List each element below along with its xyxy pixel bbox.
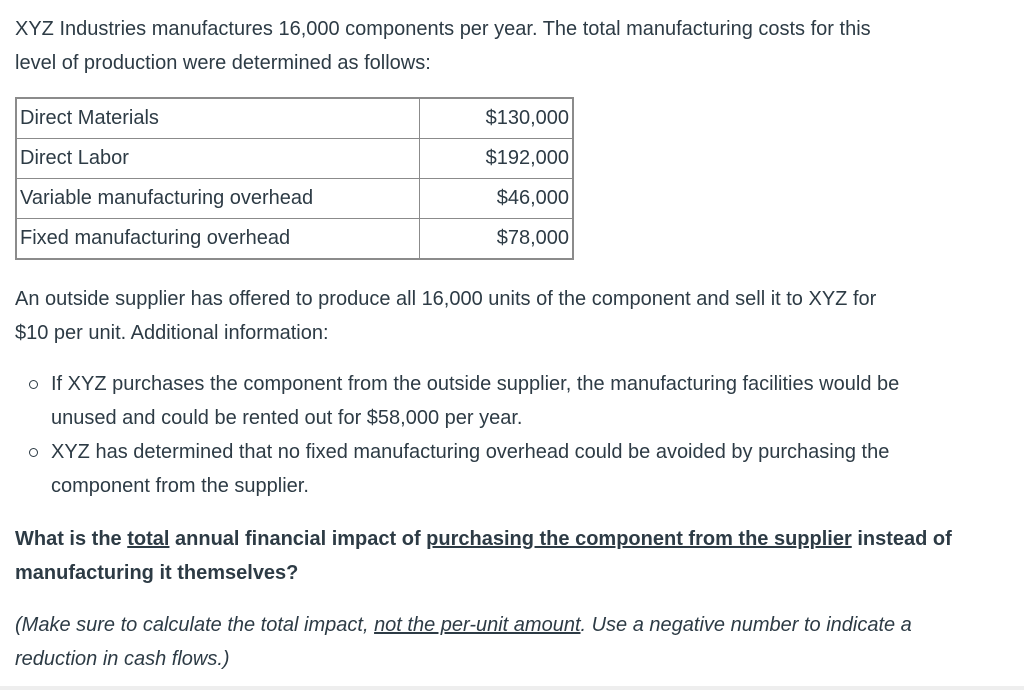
bullet-line-1: XYZ has determined that no fixed manufacturing overhead could be avoided by purchasing the <box>51 441 890 463</box>
cost-amount: $130,000 <box>420 98 574 139</box>
supplier-line-1: An outside supplier has offered to produce all 16,000 units of the component and sell it to XYZ for <box>15 288 877 310</box>
question-underline-total: total <box>127 528 170 550</box>
table-row <box>16 219 573 260</box>
cost-label: Direct Materials <box>16 98 420 139</box>
table-row <box>16 98 573 139</box>
note-part-2: . Use a negative number to indicate a <box>580 614 912 636</box>
question-part-1: What is the <box>15 528 128 550</box>
list-item <box>15 435 1015 503</box>
bottom-divider <box>0 686 1024 690</box>
additional-info-list <box>15 367 1015 503</box>
bullet-line-2: component from the supplier. <box>51 475 309 497</box>
question-underline-purchase: purchasing the component from the supplier <box>426 528 852 550</box>
instruction-note <box>15 608 1015 676</box>
hollow-bullet-icon <box>29 380 38 389</box>
table-row <box>16 139 573 179</box>
cost-amount: $46,000 <box>420 179 574 219</box>
list-item <box>15 367 1015 435</box>
cost-label: Direct Labor <box>16 139 420 179</box>
intro-paragraph <box>15 12 1015 80</box>
note-part-1: (Make sure to calculate the total impact, <box>15 614 375 636</box>
hollow-bullet-icon <box>29 448 38 457</box>
note-line-2: reduction in cash flows.) <box>15 648 230 670</box>
note-underline: not the per-unit amount <box>374 614 581 636</box>
intro-line-1: XYZ Industries manufactures 16,000 components per year. The total manufacturing costs for this <box>15 18 871 40</box>
table-row <box>16 179 573 219</box>
supplier-paragraph <box>15 282 1015 350</box>
cost-amount: $192,000 <box>420 139 574 179</box>
question-part-2: annual financial impact of <box>169 528 427 550</box>
cost-amount: $78,000 <box>420 219 574 260</box>
cost-table <box>15 97 574 260</box>
question-part-3: instead of <box>851 528 952 550</box>
supplier-line-2: $10 per unit. Additional information: <box>15 322 329 344</box>
cost-label: Variable manufacturing overhead <box>16 179 420 219</box>
intro-line-2: level of production were determined as follows: <box>15 52 431 74</box>
question-line-2: manufacturing it themselves? <box>15 562 299 584</box>
bullet-line-2: unused and could be rented out for $58,000 per year. <box>51 407 523 429</box>
question-text <box>15 522 1015 590</box>
bullet-line-1: If XYZ purchases the component from the outside supplier, the manufacturing facilities would be <box>51 373 900 395</box>
cost-label: Fixed manufacturing overhead <box>16 219 420 260</box>
question-content <box>15 12 1015 676</box>
